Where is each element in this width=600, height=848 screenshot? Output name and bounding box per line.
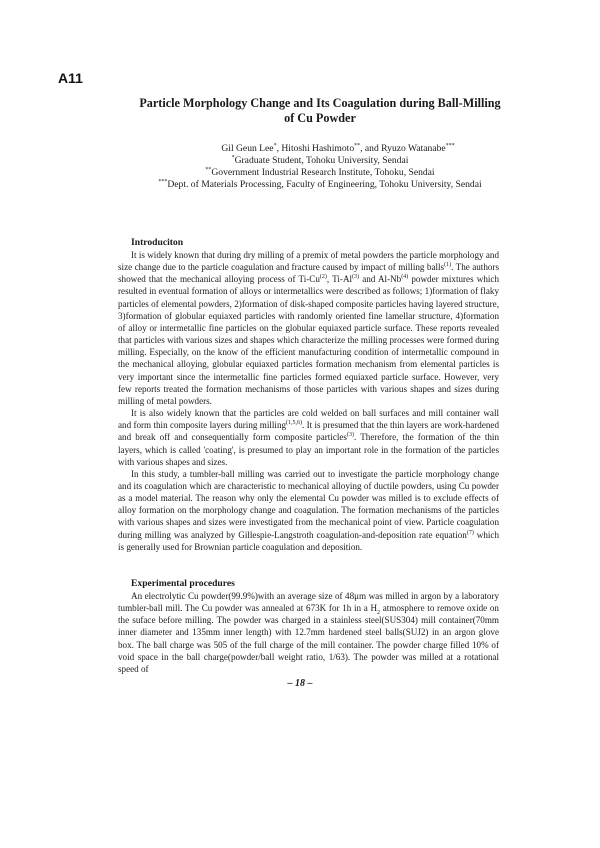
affiliation-1-text: Graduate Student, Tohoku University, Sendai xyxy=(234,155,409,166)
experimental-heading: Experimental procedures xyxy=(131,578,235,589)
text-span: and Al-Nb xyxy=(359,274,402,285)
intro-body xyxy=(118,249,499,553)
intro-paragraph-3 xyxy=(118,468,499,553)
text-span: . The authors showed that the mechanical alloying process of Ti-Cu xyxy=(118,262,499,285)
intro-paragraph-1 xyxy=(118,249,499,407)
reference-mark: (3) xyxy=(352,274,360,281)
author-1-mark: * xyxy=(273,142,277,149)
author-block xyxy=(120,143,520,191)
intro-paragraph-2 xyxy=(118,407,499,468)
author-3-mark: *** xyxy=(445,142,455,149)
affiliation-3-text: Dept. of Materials Processing, Faculty of Engineering, Tohoku University, Sendai xyxy=(167,179,482,190)
author-3: , and Ryuzo Watanabe xyxy=(360,143,446,154)
affiliation-3 xyxy=(120,179,520,191)
reference-mark: (1) xyxy=(444,262,452,269)
text-span: atmosphere to remove oxide on the suface before milling. The powder was charged in a stainless steel(SUS304) mill container(70mm inner diameter and 135mm inner length) with 12.7mm hardened steel balls(SUJ2) in an argon glove box. The ball charge was 505 of the full charge of the mill container. The powder charge filled 10% of void space in the ball charge(powder/ball weight ratio, 1/63). The powder was milled at a rotational speed of xyxy=(118,603,499,674)
text-span: It is also widely known that the particles are cold welded on ball surfaces and mill container wall and form thin composite layers during milling xyxy=(118,408,499,431)
affiliation-1 xyxy=(120,155,520,167)
author-2-mark: ** xyxy=(354,142,361,149)
intro-heading: Introduciton xyxy=(131,237,184,248)
reference-mark: (1,5,6) xyxy=(286,420,303,427)
affiliation-2 xyxy=(120,167,520,179)
paper-title xyxy=(110,96,530,126)
affiliation-3-mark: *** xyxy=(158,178,168,185)
reference-mark: (4) xyxy=(401,274,409,281)
abstract-code: A11 xyxy=(58,70,83,86)
subscript: 2 xyxy=(377,609,381,616)
reference-mark: (3) xyxy=(346,432,354,439)
page-number: – 18 – xyxy=(287,678,313,689)
text-span: , Ti-Al xyxy=(326,274,353,285)
text-span: . It is presumed that the thin layers are work-hardened and break off and consequentially form composite particles xyxy=(118,420,500,443)
author-1: Gil Geun Lee xyxy=(221,143,274,154)
reference-mark: (2) xyxy=(319,274,327,281)
text-span: . Therefore, the formation of the thin layers, which is called 'coating', is presumed to play an important role in the formation of the particles with various shapes and sizes. xyxy=(118,432,499,467)
text-span: In this study, a tumbler-ball milling was carried out to investigate the particle morphology change and its coagulation which are characteristic to mechanical alloying of ductile powders, using Cu powder as a model material. The reason why only the elemental Cu powder was milled is to exclude effects of alloy formation on the morphology change and coagulation. The formation mechanisms of the particles with various shapes and sizes were investigated from the mechanical point of view. Particle coagulation during milling was analyzed by Gillespie-Langstroth coagulation-and-deposition rate equation xyxy=(118,468,499,540)
affiliation-2-text: Government Industrial Research Institute, Tohoku, Sendai xyxy=(211,167,435,178)
text-span: It is widely known that during dry milling of a premix of metal powders the particle morphology and size change due to the particle coagulation and fracture caused by impact of milling balls xyxy=(118,250,499,273)
experimental-paragraph-1 xyxy=(118,590,499,675)
text-span: which is generally used for Brownian particle coagulation and deposition. xyxy=(118,529,499,552)
reference-mark: (7) xyxy=(466,529,474,536)
experimental-body xyxy=(118,590,499,675)
title-line-1: Particle Morphology Change and Its Coagulation during Ball-Milling xyxy=(139,96,501,110)
text-span: powder mixtures which resulted in eventual formation of alloys or intermetallics were described as follows; 1)formation of flaky particles of elemental powders, 2)formation of disk-shaped composite particles having layered structure, 3)formation of globular equiaxed particles with randomly oriented fine lamellar structure, 4)formation of alloy or intermetallic fine particles on the globular equiaxed particle surface. These reports revealed that particles with various sizes and shapes which characterize the milling processes were formed during milling. Especially, on the know of the efficient manufacturing condition of intermetallic compound in the mechanical alloying, globular equiaxed particles formation mechanism from elemental particles is very important since the intermetallic fine particles formed equiaxed particle surface. However, very few reports treated the formation mechanisms of those particles with various shapes and sizes during milling of metal powders. xyxy=(118,274,499,406)
author-names xyxy=(120,143,520,155)
affiliation-2-mark: ** xyxy=(205,166,212,173)
title-line-2: of Cu Powder xyxy=(284,111,356,125)
author-2: , Hitoshi Hashimoto xyxy=(276,143,355,154)
text-span: An electrolytic Cu powder(99.9%)with an average size of 48μm was milled in argon by a laboratory tumbler-ball mill. The Cu powder was annealed at 673K for 1h in a H xyxy=(118,591,499,614)
affiliation-1-mark: * xyxy=(231,154,235,161)
